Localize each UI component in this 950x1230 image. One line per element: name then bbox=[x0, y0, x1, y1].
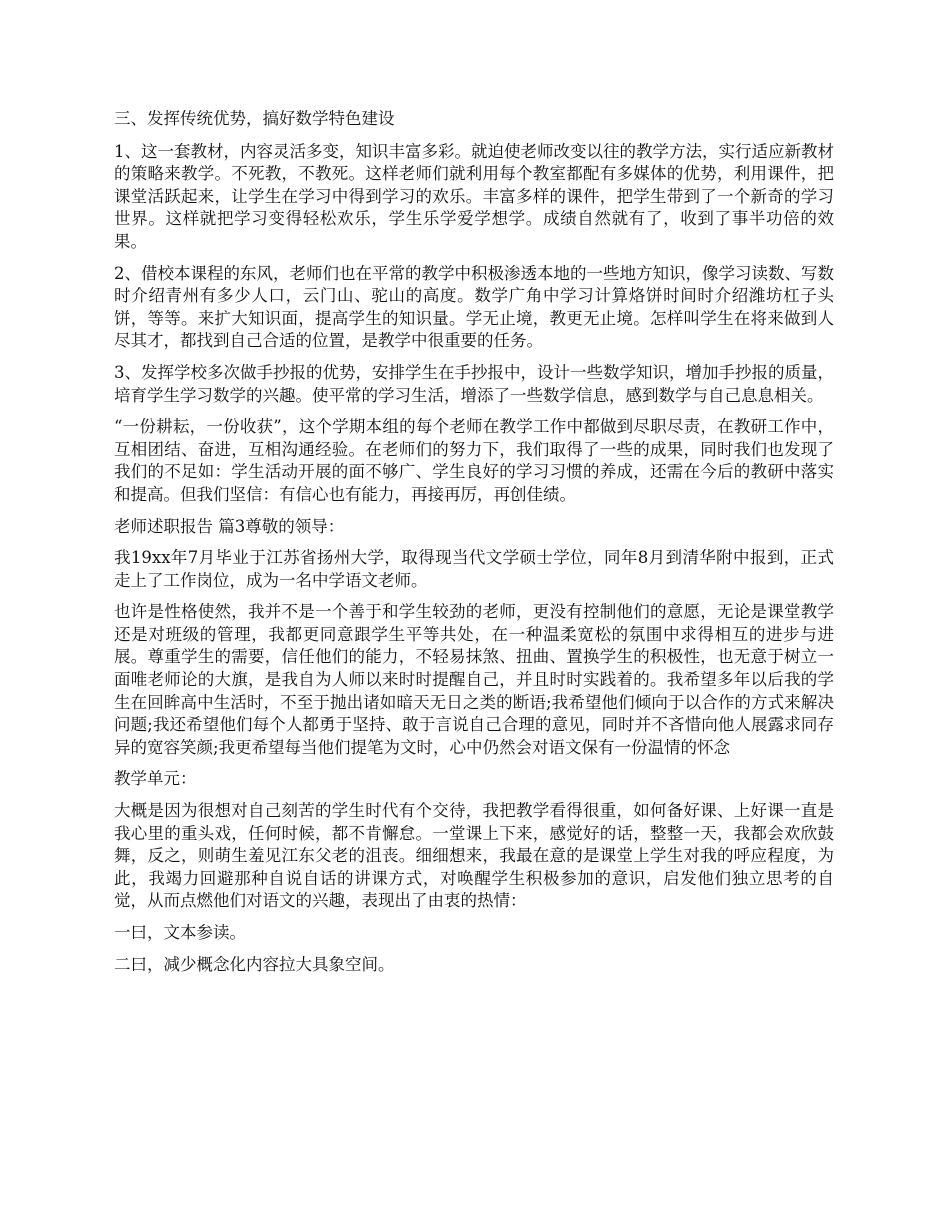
report-title-line: 老师述职报告 篇3尊敬的领导： bbox=[114, 516, 345, 536]
list-item-two: 二曰，减少概念化内容拉大具象空间。 bbox=[114, 954, 395, 974]
document-page bbox=[114, 108, 834, 985]
teaching-unit-heading: 教学单元： bbox=[114, 769, 197, 789]
paragraph-intro: 我19xx年7月毕业于江苏省扬州大学，取得现当代文学硕士学位，同年8月到清华附中报到，正式走上了工作岗位，成为一名中学语文老师。 bbox=[114, 548, 834, 590]
paragraph-point-1: 1、这一套教材，内容灵活多变，知识丰富多彩。就迫使老师改变以往的教学方法，实行适应新教材的策略来教学。不死教，不教死。这样老师们就利用每个教室都配有多媒体的优势，利用课件，把课堂活跃起来，让学生在学习中得到学习的欢乐。丰富多样的课件，把学生带到了一个新奇的学习世界。这样就把学习变得轻松欢乐，学生乐学爱学想学。成绩自然就有了，收到了事半功倍的效果。 bbox=[114, 141, 834, 251]
paragraph-point-3: 3、发挥学校多次做手抄报的优势，安排学生在手抄报中，设计一些数学知识，增加手抄报的质量，培育学生学习数学的兴趣。使平常的学习生活，增添了一些数学信息，感到数学与自己息息相关。 bbox=[114, 362, 834, 405]
paragraph-personality: 也许是性格使然，我并不是一个善于和学生较劲的老师，更没有控制他们的意愿，无论是课堂教学还是对班级的管理，我都更同意跟学生平等共处，在一种温柔宽松的氛围中求得相互的进步与进展。尊重学生的需要，信任他们的能力，不轻易抹煞、扭曲、置换学生的积极性，也无意于树立一面唯老师论的大旗，是我自为人师以来时时提醒自己，并且时时实践着的。我希望多年以后我的学生在回眸高中生活时，不至于抛出诸如暗天无日之类的断语;我希望他们倾向于以合作的方式来解决问题;我还希望他们每个人都勇于坚持、敢于言说自己合理的意见，同时并不吝惜向他人展露求同存异的宽容笑颜;我更希望每当他们提笔为文时，心中仍然会对语文保有一份温情的怀念 bbox=[114, 602, 834, 757]
paragraph-point-2: 2、借校本课程的东风，老师们也在平常的教学中积极渗透本地的一些地方知识，像学习读数、写数时介绍青州有多少人口，云门山、驼山的高度。数学广角中学习计算烙饼时间时介绍潍坊杠子头饼，等等。来扩大知识面，提高学生的知识量。学无止境，教更无止境。怎样叫学生在将来做到人尽其才，都找到自己合适的位置，是教学中很重要的任务。 bbox=[114, 263, 834, 351]
section-heading: 三、发挥传统优势，搞好数学特色建设 bbox=[114, 109, 395, 128]
paragraph-summary: “一份耕耘，一份收获”，这个学期本组的每个老师在教学工作中都做到尽职尽责，在教研工作中，互相团结、奋进，互相沟通经验。在老师们的努力下，我们取得了一些的成果，同时我们也发现了我们的不足如：学生活动开展的面不够广、学生良好的学习习惯的养成，还需在今后的教研中落实和提高。但我们坚信：有信心也有能力，再接再厉，再创佳绩。 bbox=[114, 417, 834, 504]
list-item-one: 一曰，文本参读。 bbox=[114, 923, 246, 942]
paragraph-teaching: 大概是因为很想对自己刻苦的学生时代有个交待，我把教学看得很重，如何备好课、上好课一直是我心里的重头戏，任何时候，都不肯懈怠。一堂课上下来，感觉好的话，整整一天，我都会欢欣鼓舞，反之，则萌生羞见江东父老的沮丧。细细想来，我最在意的是课堂上学生对我的呼应程度，为此，我竭力回避那种自说自话的讲课方式，对唤醒学生积极参加的意识，启发他们独立思考的自觉，从而点燃他们对语文的兴趣，表现出了由衷的热情： bbox=[114, 801, 834, 911]
